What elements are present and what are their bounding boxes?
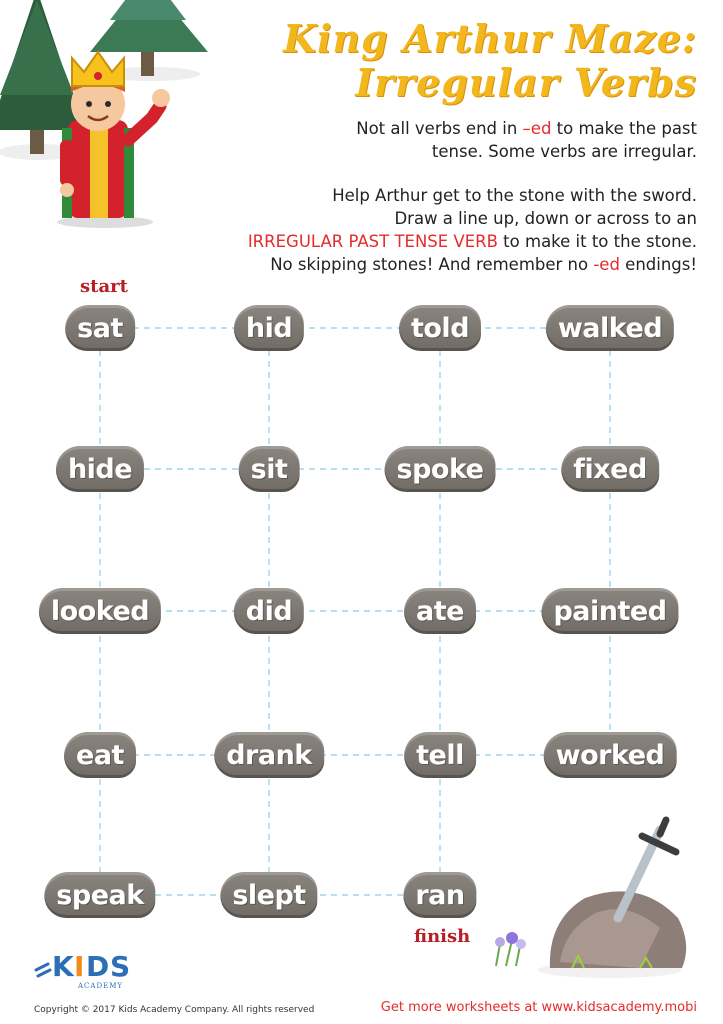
maze-stone[interactable]: ran bbox=[403, 872, 476, 918]
maze-stone[interactable]: worked bbox=[544, 732, 677, 778]
more-worksheets-link[interactable]: Get more worksheets at www.kidsacademy.mobi bbox=[380, 1000, 697, 1015]
kids-academy-logo bbox=[34, 944, 154, 994]
instructions-text: Help Arthur get to the stone with the sword. Draw a line up, down or across to an IRREGULAR PAST TENSE VERB to make it to the stone. No skipping stones! And remember no -ed endings! bbox=[247, 186, 697, 274]
svg-text:S: S bbox=[110, 950, 131, 983]
kids-academy-logo-icon bbox=[34, 944, 154, 990]
worksheet-title-line2: Irregular Verbs bbox=[355, 60, 697, 105]
maze-stone[interactable]: eat bbox=[64, 732, 136, 778]
maze-stone[interactable]: slept bbox=[220, 872, 317, 918]
svg-text:I: I bbox=[74, 950, 85, 983]
maze-stone[interactable]: fixed bbox=[561, 446, 659, 492]
finish-label: finish bbox=[414, 926, 471, 947]
intro-text: Not all verbs end in –ed to make the past tense. Some verbs are irregular. bbox=[356, 119, 697, 161]
maze-stone[interactable]: ate bbox=[404, 588, 476, 634]
maze-stone[interactable]: sat bbox=[65, 305, 135, 351]
maze-paths bbox=[100, 328, 610, 895]
copyright-text: Copyright © 2017 Kids Academy Company. All rights reserved bbox=[34, 1005, 315, 1015]
maze-stone[interactable]: drank bbox=[214, 732, 324, 778]
maze-stone[interactable]: speak bbox=[44, 872, 155, 918]
maze-stone[interactable]: sit bbox=[239, 446, 300, 492]
maze-stone[interactable]: tell bbox=[404, 732, 476, 778]
maze-stone[interactable]: did bbox=[234, 588, 304, 634]
svg-text:ACADEMY: ACADEMY bbox=[78, 982, 123, 990]
maze-stone[interactable]: told bbox=[399, 305, 481, 351]
start-label: start bbox=[80, 276, 128, 297]
maze-stone[interactable]: painted bbox=[541, 588, 678, 634]
maze-stone[interactable]: spoke bbox=[385, 446, 496, 492]
worksheet-title-line1: King Arthur Maze: bbox=[283, 16, 697, 61]
maze-stone[interactable]: walked bbox=[546, 305, 674, 351]
svg-text:D: D bbox=[86, 950, 110, 983]
flowers-icon bbox=[495, 932, 526, 966]
maze-stone[interactable]: looked bbox=[39, 588, 161, 634]
maze-stone[interactable]: hide bbox=[56, 446, 144, 492]
sword-in-stone-icon bbox=[538, 820, 686, 978]
maze-stone[interactable]: hid bbox=[234, 305, 304, 351]
svg-text:K: K bbox=[52, 950, 74, 983]
